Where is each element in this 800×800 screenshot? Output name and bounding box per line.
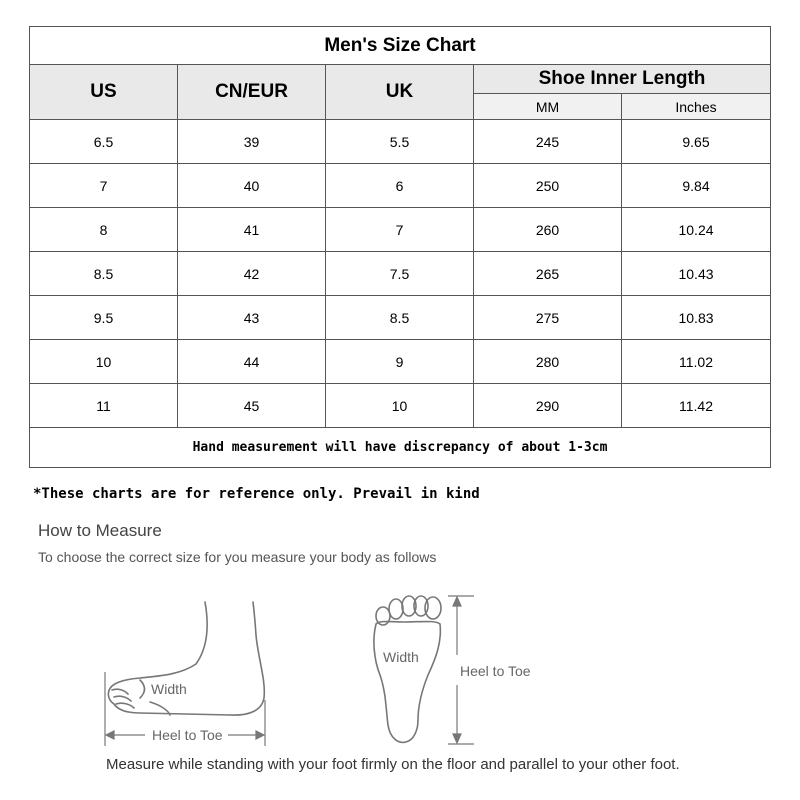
cell-mm: 265 <box>474 252 622 296</box>
cell-uk: 5.5 <box>326 120 474 164</box>
side-foot-illustration <box>108 602 264 715</box>
header-shoe-inner-length: Shoe Inner Length <box>474 65 771 94</box>
how-to-measure-title: How to Measure <box>38 521 162 540</box>
header-mm: MM <box>474 94 622 120</box>
table-row <box>30 208 771 252</box>
cell-cn-eur: 42 <box>178 252 326 296</box>
cell-cn-eur: 39 <box>178 120 326 164</box>
measurement-note: Hand measurement will have discrepancy of about 1-3cm <box>30 428 771 468</box>
cell-inches: 9.65 <box>622 120 771 164</box>
cell-us: 8 <box>30 208 178 252</box>
sole-heel-to-toe-label: Heel to Toe <box>460 663 531 679</box>
cell-cn-eur: 45 <box>178 384 326 428</box>
cell-us: 8.5 <box>30 252 178 296</box>
cell-uk: 10 <box>326 384 474 428</box>
cell-us: 9.5 <box>30 296 178 340</box>
cell-mm: 290 <box>474 384 622 428</box>
cell-inches: 10.83 <box>622 296 771 340</box>
cell-uk: 9 <box>326 340 474 384</box>
cell-uk: 7.5 <box>326 252 474 296</box>
cell-us: 6.5 <box>30 120 178 164</box>
cell-mm: 245 <box>474 120 622 164</box>
cell-mm: 280 <box>474 340 622 384</box>
table-row <box>30 120 771 164</box>
measure-instruction: Measure while standing with your foot firmly on the floor and parallel to your other foot. <box>106 756 680 773</box>
cell-cn-eur: 43 <box>178 296 326 340</box>
cell-inches: 10.24 <box>622 208 771 252</box>
cell-us: 10 <box>30 340 178 384</box>
cell-inches: 11.42 <box>622 384 771 428</box>
how-to-measure-subtitle: To choose the correct size for you measure your body as follows <box>38 549 437 565</box>
header-inches: Inches <box>622 94 771 120</box>
header-cn-eur: CN/EUR <box>178 65 326 120</box>
cell-cn-eur: 41 <box>178 208 326 252</box>
cell-uk: 7 <box>326 208 474 252</box>
table-row <box>30 384 771 428</box>
sole-foot-illustration <box>374 596 441 742</box>
sole-width-label: Width <box>383 649 419 665</box>
measurement-diagram <box>0 580 800 750</box>
cell-uk: 6 <box>326 164 474 208</box>
cell-inches: 11.02 <box>622 340 771 384</box>
side-heel-to-toe-label: Heel to Toe <box>152 727 223 743</box>
cell-cn-eur: 40 <box>178 164 326 208</box>
cell-inches: 10.43 <box>622 252 771 296</box>
cell-mm: 275 <box>474 296 622 340</box>
cell-us: 11 <box>30 384 178 428</box>
cell-mm: 250 <box>474 164 622 208</box>
cell-uk: 8.5 <box>326 296 474 340</box>
cell-mm: 260 <box>474 208 622 252</box>
table-row <box>30 340 771 384</box>
table-title: Men's Size Chart <box>30 27 771 65</box>
cell-cn-eur: 44 <box>178 340 326 384</box>
table-row <box>30 252 771 296</box>
header-uk: UK <box>326 65 474 120</box>
cell-us: 7 <box>30 164 178 208</box>
disclaimer-text: *These charts are for reference only. Prevail in kind <box>33 486 480 502</box>
table-row <box>30 296 771 340</box>
table-row <box>30 164 771 208</box>
cell-inches: 9.84 <box>622 164 771 208</box>
header-us: US <box>30 65 178 120</box>
side-width-label: Width <box>151 681 187 697</box>
size-chart-table <box>29 26 771 468</box>
